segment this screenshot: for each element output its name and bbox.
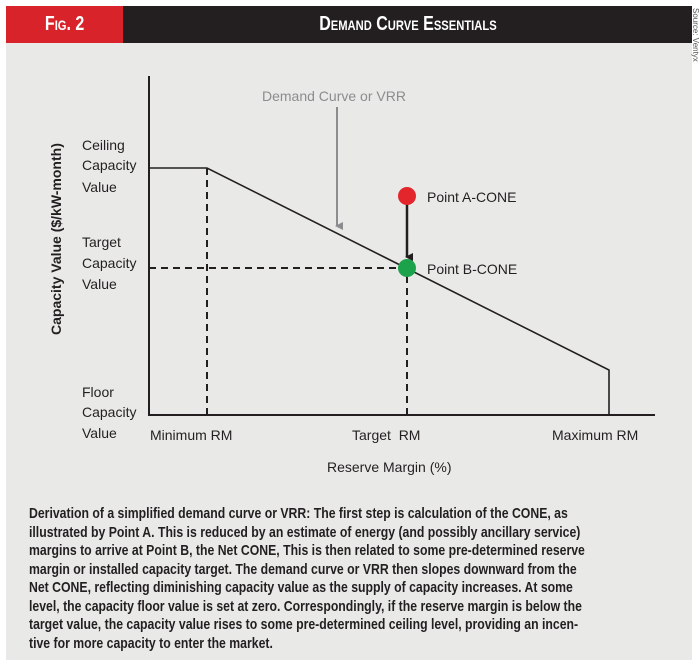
- demand-curve: [149, 168, 609, 415]
- floor-label-1: Floor: [82, 384, 114, 400]
- ceiling-label-3: Value: [82, 179, 117, 195]
- ceiling-label-2: Capacity: [82, 157, 137, 173]
- caption-line: target value, the capacity value rises to some pre-determined ceiling level, providing an incen-: [29, 617, 579, 633]
- floor-label-2: Capacity: [82, 404, 137, 420]
- point-b-marker: [398, 259, 416, 277]
- caption-line: tive for more capacity to enter the market.: [29, 635, 273, 652]
- caption-line: margins to arrive at Point B, the Net CONE, This is then related to some pre-determined reserve: [29, 543, 585, 559]
- curve-label: Demand Curve or VRR: [262, 88, 406, 104]
- caption-line: illustrated by Point A. This is reduced by an estimate of energy (and possibly ancillary service): [29, 524, 581, 541]
- target-label-2: Capacity: [82, 255, 137, 271]
- figure-caption: [29, 505, 691, 653]
- y-axis-title: Capacity Value ($/kW-month): [48, 143, 64, 335]
- point-a-marker: [398, 187, 416, 205]
- floor-label-3: Value: [82, 425, 117, 441]
- target-label-3: Value: [82, 276, 117, 292]
- point-a-label: Point A-CONE: [427, 189, 517, 205]
- caption-line: margin or installed capacity target. The demand curve or VRR then slopes downward from the: [29, 561, 577, 578]
- source-credit: Source: Ventyx: [691, 8, 700, 62]
- x-axis-title: Reserve Margin (%): [327, 459, 452, 475]
- target-label-1: Target: [82, 234, 121, 250]
- figure-number: Fig. 2: [6, 6, 123, 43]
- figure-title: Demand Curve Essentials: [123, 6, 692, 43]
- caption-line: Derivation of a simplified demand curve or VRR: The first step is calculation of the CONE, as: [29, 506, 568, 522]
- target-rm-label: Target RM: [352, 427, 421, 443]
- max-rm-label: Maximum RM: [552, 427, 639, 443]
- ceiling-label-1: Ceiling: [82, 137, 125, 153]
- point-b-label: Point B-CONE: [427, 261, 518, 277]
- min-rm-label: Minimum RM: [150, 427, 233, 443]
- caption-line: level, the capacity floor value is set at zero. Correspondingly, if the reserve margin is below the: [29, 598, 582, 615]
- caption-line: Net CONE, reflecting diminishing capacity value as the supply of capacity increases. At some: [29, 580, 573, 596]
